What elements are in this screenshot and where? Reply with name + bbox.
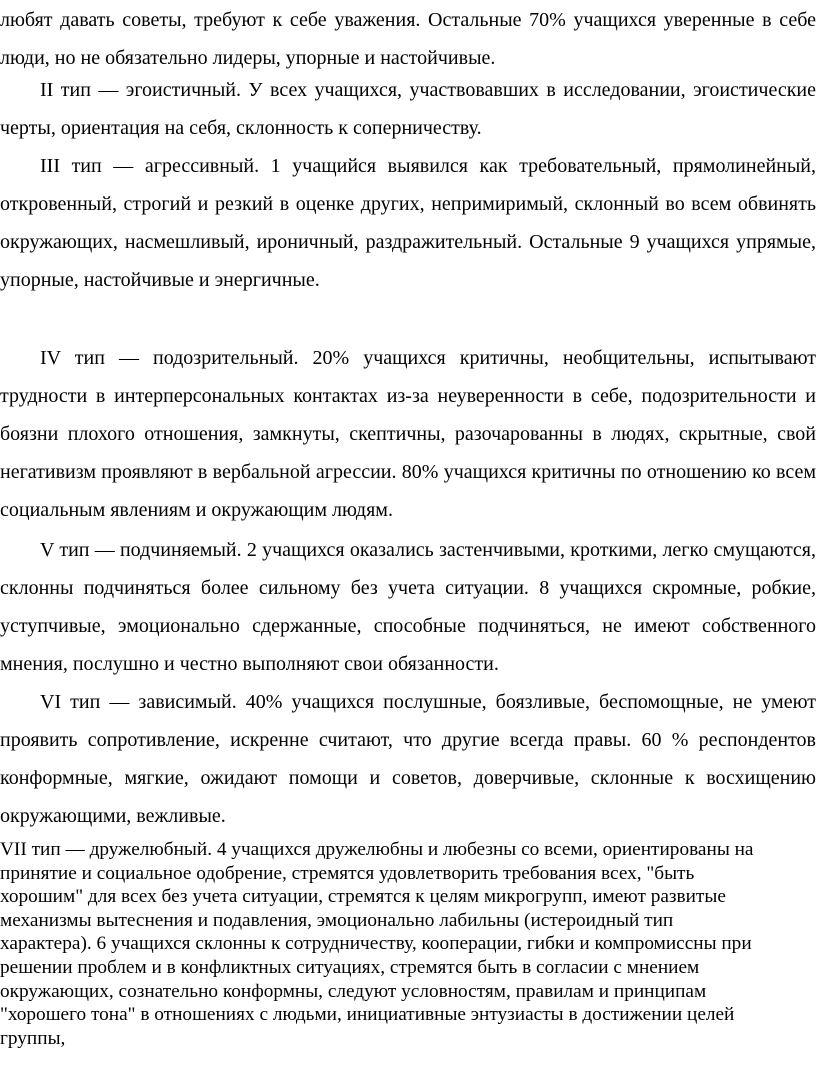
paragraph-type-5-submissive: V тип — подчиняемый. 2 учащихся оказались застенчивыми, кроткими, легко смущаются, склонны подчиняться более сильному без учета ситуации. 8 учащихся скромные, робкие, уступчивые, эмоционально сдержанные, способные подчиняться, не имеют собственного мнения, послушно и честно выполняют свои обязанности. bbox=[0, 539, 816, 675]
paragraph-type-2-egoistic: II тип — эгоистичный. У всех учащихся, участвовавших в исследовании, эгоистические черты, ориентация на себя, склонность к соперничеству. bbox=[0, 79, 816, 139]
paragraph-continuation: любят давать советы, требуют к себе уважения. Остальные 70% учащихся уверенные в себе люди, но не обязательно лидеры, упорные и настойчивые. bbox=[0, 9, 816, 69]
paragraph-type-6-dependent: VI тип — зависимый. 40% учащихся послушные, боязливые, беспомощные, не умеют проявить сопротивление, искренне считают, что другие всегда правы. 60 % респондентов конформные, мягкие, ожидают помощи и советов, доверчивые, склонные к восхищению окружающими, вежливые. bbox=[0, 691, 816, 827]
paragraph-type-3-aggressive: III тип — агрессивный. 1 учащийся выявился как требовательный, прямолинейный, откровенный, строгий и резкий в оценке других, непримиримый, склонный во всем обвинять окружающих, насмешливый, ироничный, раздражительный. Остальные 9 учащихся упрямые, упорные, настойчивые и энергичные. bbox=[0, 155, 816, 291]
paragraph-type-4-suspicious: IV тип — подозрительный. 20% учащихся критичны, необщительны, испытывают трудности в интерперсональных контактах из-за неуверенности в себе, подозрительности и боязни плохого отношения, замкнуты, скептичны, разочарованны в людях, скрытные, свой негативизм проявляют в вербальной агрессии. 80% учащихся критичны по отношению ко всем социальным явлениям и окружающим людям. bbox=[0, 347, 816, 521]
paragraph-type-7-friendly: VII тип — дружелюбный. 4 учащихся дружелюбны и любезны со всеми, ориентированы на принятие и социальное одобрение, стремятся удовлетворить требования всех, "быть хорошим" для всех без учета ситуации, стремятся к целям микрогрупп, имеют развитые механизмы вытеснения и подавления, эмоционально лабильны (истероидный тип характера). 6 учащихся склонны к сотрудничеству, кооперации, гибки и компромиссны при решении проблем и в конфликтных ситуациях, стремятся быть в согласии с мнением окружающих, сознательно конформны, следуют условностям, правилам и принципам "хорошего тона" в отношениях с людьми, инициативные энтузиасты в достижении целей группы, bbox=[0, 839, 754, 1049]
